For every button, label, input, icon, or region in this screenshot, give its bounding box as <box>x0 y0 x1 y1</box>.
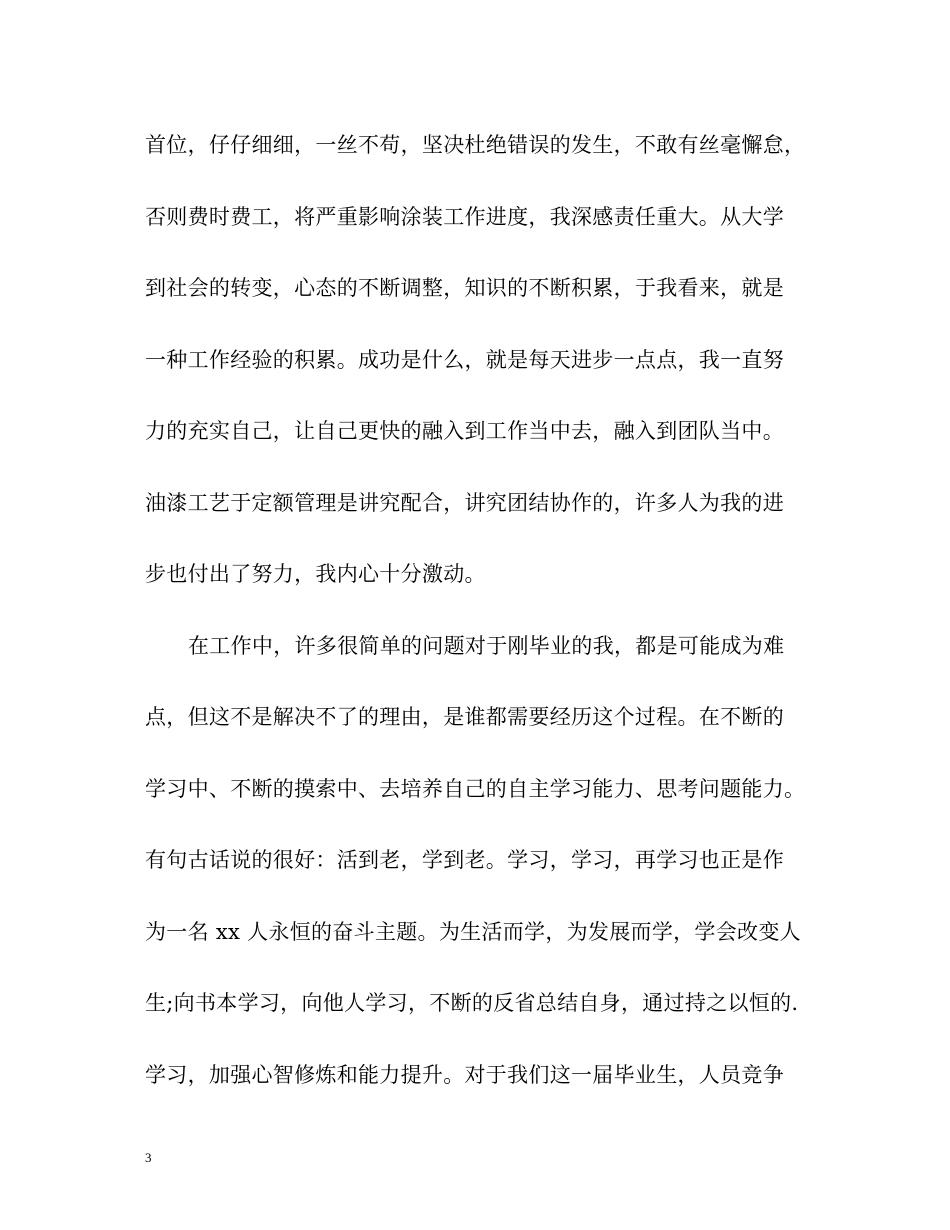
page-number: 3 <box>145 1150 152 1165</box>
text-line-14: 学习，加强心智修炼和能力提升。对于我们这一届毕业生，人员竞争 <box>145 1063 784 1087</box>
text-line-3: 到社会的转变，心态的不断调整，知识的不断积累，于我看来，就是 <box>145 276 784 300</box>
text-line-10: 学习中、不断的摸索中、去培养自己的自主学习能力、思考问题能力。 <box>145 777 806 801</box>
text-line-11: 有句古话说的很好：活到老，学到老。学习，学习，再学习也正是作 <box>145 848 784 872</box>
text-line-1: 首位，仔仔细细，一丝不苟，坚决杜绝错误的发生，不敢有丝毫懈怠， <box>145 133 806 157</box>
text-line-12: 为一名 xx 人永恒的奋斗主题。为生活而学，为发展而学，学会改变人 <box>145 920 801 944</box>
text-line-7: 步也付出了努力，我内心十分激动。 <box>145 562 486 586</box>
text-line-6: 油漆工艺于定额管理是讲究配合，讲究团结协作的，许多人为我的进 <box>145 491 784 515</box>
text-line-4: 一种工作经验的积累。成功是什么，就是每天进步一点点，我一直努 <box>145 348 784 372</box>
text-line-13: 生;向书本学习，向他人学习，不断的反省总结自身，通过持之以恒的. <box>145 991 799 1015</box>
text-line-9: 点，但这不是解决不了的理由，是谁都需要经历这个过程。在不断的 <box>145 705 784 729</box>
text-line-2: 否则费时费工，将严重影响涂装工作进度，我深感责任重大。从大学 <box>145 205 784 229</box>
text-line-5: 力的充实自己，让自己更快的融入到工作当中去，融入到团队当中。 <box>145 419 784 443</box>
paragraph-start-line: 在工作中，许多很简单的问题对于刚毕业的我，都是可能成为难 <box>188 634 785 658</box>
